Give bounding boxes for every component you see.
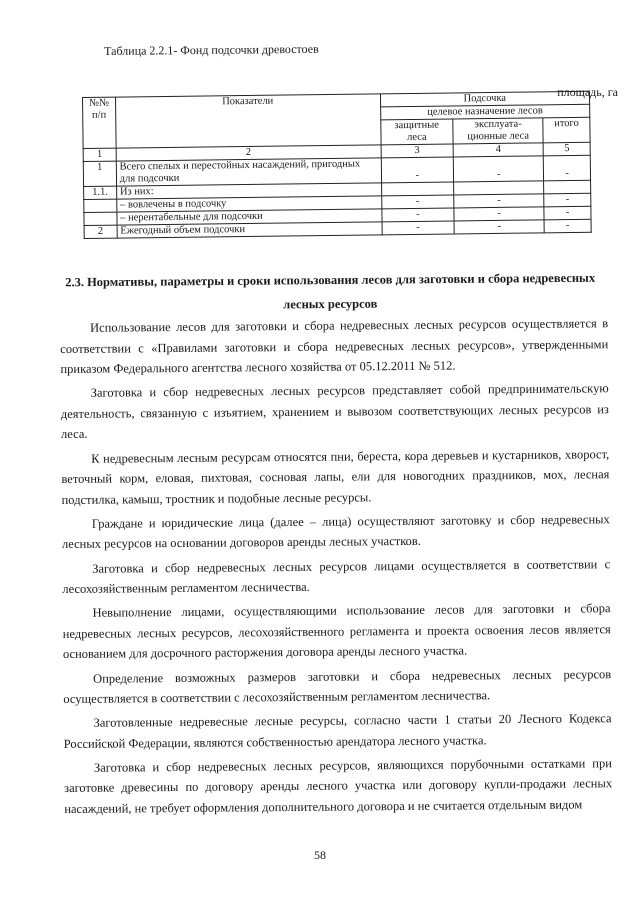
row-no: 1.1. — [84, 186, 117, 199]
row-value: - — [453, 156, 543, 182]
col-number: 1 — [83, 148, 116, 161]
table-caption: Таблица 2.2.1- Фонд подсочки древостоев — [104, 41, 319, 58]
paragraph: К недревесным лесным ресурсам относятся пни, береста, кора деревьев и кустарников, хворост, веточный корм, еловая, пихтовая, сосновая лапы, ели для новогодних праздников, мох, лесная подстилка, камыш, тростник и подобные лесные ресурсы. — [61, 446, 610, 507]
table-unit: площадь, га — [557, 85, 618, 99]
row-value — [381, 182, 454, 196]
paragraph: Заготовка и сбор недревесных лесных ресурсов лицами осуществляется в соответствии с лесохозяйственным регламентом лесничества. — [62, 556, 611, 597]
row-label: – нерентабельные для подсочки — [117, 209, 382, 225]
paragraph: Определение возможных размеров заготовки и сбора недревесных лесных ресурсов осуществляется в соответствии с лесохозяйственным регламентом лесничества. — [63, 666, 612, 707]
row-value: - — [454, 194, 544, 208]
page-number: 58 — [314, 848, 326, 862]
row-label: – вовлечены в подсочку — [117, 196, 382, 212]
paragraph: Заготовка и сбор недревесных лесных ресурсов представляет собой предпринимательскую деятельность, связанную с изъятием, хранением и вывозом соответствующих лесных ресурсов из леса. — [60, 381, 609, 442]
col-number: 3 — [381, 144, 454, 158]
row-value: - — [381, 195, 454, 209]
row-value — [544, 180, 591, 194]
row-label: Из них: — [116, 183, 381, 199]
header-indicators: Показатели — [115, 94, 380, 148]
col-number: 2 — [116, 145, 381, 161]
row-value: - — [454, 220, 544, 234]
header-total: итого — [543, 117, 590, 143]
row-no: 1 — [83, 161, 116, 186]
row-value — [454, 181, 544, 195]
paragraph: Невыполнение лицами, осуществляющими использование лесов для заготовки и сбора недревесных лесных ресурсов, лесохозяйственного регламента и проекта освоения лесов является основанием для досрочного расторжения договора аренды лесного участка. — [62, 601, 611, 662]
col-number: 5 — [543, 142, 590, 156]
header-podsochka: Подсочка — [380, 91, 590, 107]
header-purpose: целевое назначение лесов — [380, 104, 590, 120]
row-label: Всего спелых и перестойных насаждений, пригодных для подсочки — [116, 158, 381, 186]
paragraph: Заготовка и сбор недревесных лесных ресурсов, являющихся порубочными остатками при заготовке древесины по договору аренды лесного участка или договору купли-продажи лесных насаждений, не требует оформления дополнительного договора и не считается отдельным видом — [64, 756, 613, 817]
header-no: №№ п/п — [83, 97, 116, 148]
row-value: - — [544, 155, 591, 181]
table-wrapper — [82, 91, 592, 239]
row-no — [84, 199, 117, 212]
header-operational: эксплуата-ционные леса — [453, 118, 543, 144]
paragraph: Использование лесов для заготовки и сбора недревесных лесных ресурсов осуществляется в соответствии с «Правилами заготовки и сбора недревесных лесных ресурсов», утвержденными приказом Федерального агентства лесного хозяйства от 05.12.2011 № 512. — [60, 316, 609, 377]
row-no: 2 — [84, 225, 117, 238]
row-value: - — [544, 219, 591, 233]
body-text — [60, 313, 612, 823]
col-number: 4 — [453, 143, 543, 157]
row-value: - — [454, 207, 544, 221]
header-protective: защитные леса — [380, 119, 453, 145]
paragraph: Граждане и юридические лица (далее – лица) осуществляют заготовку и сбор недревесных лесных ресурсов на основании договоров аренды лесных участков. — [61, 512, 610, 552]
paragraph: Заготовленные недревесные лесные ресурсы, согласно части 1 статьи 20 Лесного Кодекса Российской Федерации, являются собственностью арендатора лесного участка. — [63, 711, 612, 751]
row-value: - — [381, 208, 454, 222]
podsochka-fund-table — [82, 91, 592, 239]
row-value: - — [381, 157, 454, 183]
row-value: - — [544, 193, 591, 207]
row-value: - — [382, 221, 455, 235]
row-value: - — [544, 206, 591, 220]
row-label: Ежегодный объем подсочки — [117, 222, 382, 238]
section-heading: 2.3. Нормативы, параметры и сроки использования лесов для заготовки и сбора недревесных лесных ресурсов — [65, 270, 596, 312]
row-no — [84, 212, 117, 225]
